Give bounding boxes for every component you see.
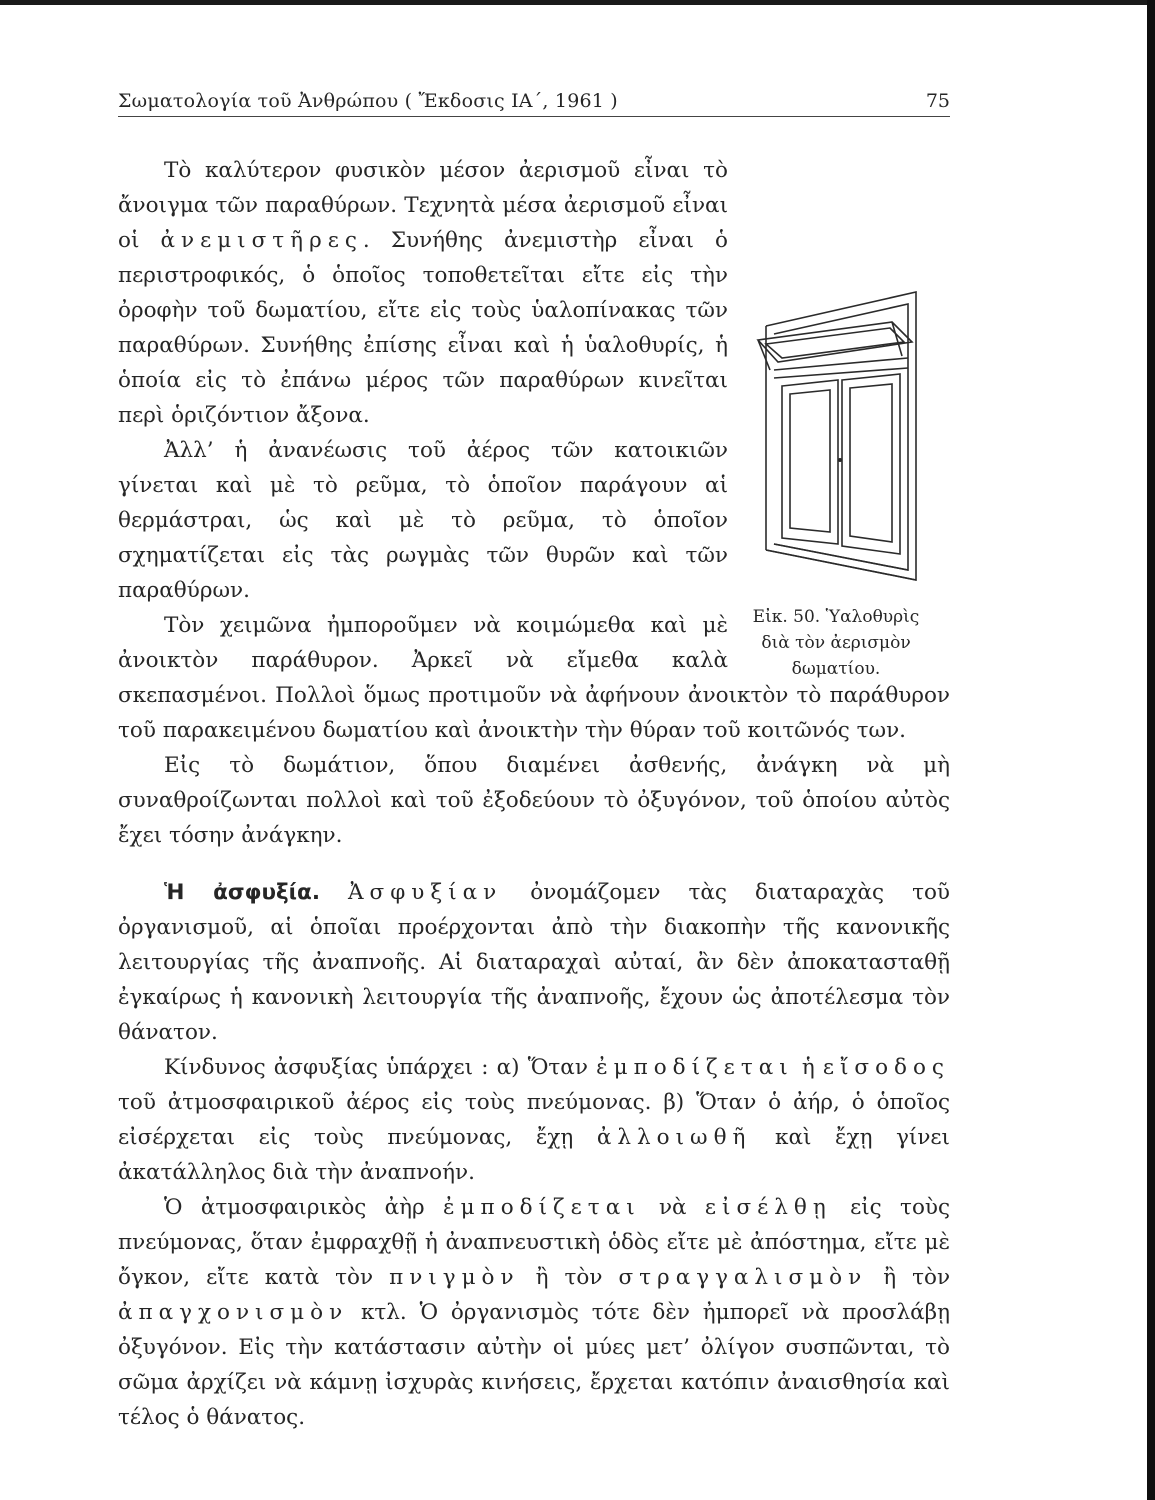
text-run: κτλ. Ὁ ὀργανισμὸς τότε δὲν ἠμπορεῖ νὰ προσλάβῃ ὀξυγόνον. Εἰς τὴν κατάστασιν αὐτὴν οἱ μύες μετ’ ὀλίγον συσπῶνται, τὸ σῶμα ἀρχίζει νὰ κάμνῃ ἰσχυρὰς κινήσεις, ἔρχεται κατόπιν ἀναισθησία καὶ τέλος ὁ θάνατος. [118, 1300, 950, 1430]
spaced-term: εἰσέλθῃ [704, 1195, 832, 1220]
paragraph-asphyxia-danger [118, 1050, 950, 1190]
page-number: 75 [925, 90, 950, 112]
scan-top-edge [0, 0, 1155, 5]
caption-line: διὰ τὸν ἀερισμὸν [761, 633, 911, 653]
spaced-term: ἐμποδίζεται [596, 1055, 794, 1080]
spaced-term: πνιγμὸν [389, 1265, 520, 1290]
scan-right-edge [1147, 0, 1155, 1500]
spaced-term: ἀπαγχονισμὸν [118, 1300, 349, 1325]
spaced-term: στραγγαλισμὸν [618, 1265, 868, 1290]
window-handle [838, 458, 842, 462]
text-run: ἢ τὸν [519, 1265, 619, 1290]
running-title: Σωματολογία τοῦ Ἀνθρώπου ( Ἔκδοσις ΙΑ΄, 1961 ) [118, 90, 618, 112]
text-run: νὰ [640, 1195, 705, 1220]
text-run: καὶ ἔχῃ γίνει ἀκατάλληλος διὰ τὴν ἀναπνοήν. [118, 1125, 950, 1185]
spaced-term-fans: ἀνεμιστῆρες [160, 228, 363, 253]
text-run: τοῦ ἀτμοσφαιρικοῦ ἀέρος εἰς τοὺς πνεύμονας. β) Ὅταν ὁ ἀήρ, ὁ ὁποῖος εἰσέρχεται εἰς τοὺς πνεύμονας, ἔχῃ [118, 1090, 950, 1150]
spaced-term: ἐμποδίζεται [443, 1195, 641, 1220]
figure-caption [716, 604, 956, 682]
spaced-term: εἴσοδος [822, 1055, 950, 1080]
text-run [320, 880, 348, 905]
text-run: Τὸ καλύτερον φυσικὸν μέσον ἀερισμοῦ εἶναι τὸ ἄνοιγμα τῶν παραθύρων. Τεχνητὰ μέσα ἀερισμοῦ εἶναι οἱ [118, 158, 728, 253]
paragraph-sick-room: Εἰς τὸ δωμάτιον, ὅπου διαμένει ἀσθενής, ἀνάγκη νὰ μὴ συναθροίζωνται πολλοὶ καὶ τοῦ ἐξοδεύουν τὸ ὀξυγόνον, τοῦ ὁποίου αὐτὸς ἔχει τόσην ἀνάγκην. [118, 753, 950, 848]
figure-window [742, 282, 950, 592]
text-run: εἰς τοὺς πνεύμονας, ὅταν ἐμφραχθῇ ἡ ἀναπνευστικὴ ὁδὸς εἴτε μὲ ἀπόστημα, εἴτε μὲ ὄγκον, εἴτε κατὰ τὸν [118, 1195, 951, 1290]
paragraph-obstruction [118, 1190, 950, 1435]
caption-line: δωματίου. [791, 659, 881, 679]
text-run: ὀνομάζομεν τὰς διαταραχὰς τοῦ ὀργανισμοῦ, αἱ ὁποῖαι προέρχονται ἀπὸ τὴν διακοπὴν τῆς κανονικῆς λειτουργίας τῆς ἀναπνοῆς. Αἱ διαταραχαὶ αὐταί, ἂν δὲν ἀποκατασταθῇ ἐγκαίρως ἡ κανονικὴ λειτουργία τῆς ἀναπνοῆς, ἔχουν ὡς ἀποτέλεσμα τὸν θάνατον. [118, 880, 950, 1045]
text-run: Κίνδυνος ἀσφυξίας ὑπάρχει : α) Ὅταν [164, 1055, 597, 1080]
section-heading-asphyxia: Ἡ ἀσφυξία. [164, 880, 320, 905]
text-run: ἢ τὸν [867, 1265, 951, 1290]
running-header [118, 90, 950, 117]
casement-window-with-transom-icon [742, 282, 950, 592]
paragraph-asphyxia-definition [118, 875, 950, 1050]
text-run: ἡ [793, 1055, 823, 1080]
spaced-term-asphyxia: Ἀσφυξίαν [348, 880, 503, 905]
text-run: Ὁ ἀτμοσφαιρικὸς ἀὴρ [164, 1195, 444, 1220]
text-run: . Συνήθης ἀνεμιστὴρ εἶναι ὁ περιστροφικός, ὁ ὁποῖος τοποθετεῖται εἴτε εἰς τὴν ὀροφὴν τοῦ δωματίου, εἴτε εἰς τοὺς ὑαλοπίνακας τῶν παραθύρων. Συνήθης ἐπίσης εἶναι καὶ ἡ ὑαλοθυρίς, ἡ ὁποία εἰς τὸ ἐπάνω μέρος τῶν παραθύρων κινεῖται περὶ ὁριζόντιον ἄξονα. [118, 228, 728, 428]
caption-line: Εἰκ. 50. Ὑαλοθυρὶς [752, 607, 920, 627]
paragraph-air-renewal: Ἀλλ’ ἡ ἀνανέωσις τοῦ ἀέρος τῶν κατοικιῶν γίνεται καὶ μὲ τὸ ρεῦμα, τὸ ὁποῖον παράγουν αἱ θερμάστραι, ὡς καὶ μὲ τὸ ρεῦμα, τὸ ὁποῖον σχηματίζεται εἰς τὰς ρωγμὰς τῶν θυρῶν καὶ τῶν παραθύρων. [118, 438, 728, 603]
paragraph-winter-sleep: Τὸν χειμῶνα ἠμποροῦμεν νὰ κοιμώμεθα καὶ μὲ ἀνοικτὸν παράθυρον. Ἀρκεῖ νὰ εἴμεθα καλὰ σκεπασμένοι. Πολλοὶ ὅμως προτιμοῦν νὰ ἀφήνουν ἀνοικτὸν τὸ παράθυρον τοῦ παρακειμένου δωματίου καὶ ἀνοικτὴν τὴν θύραν τοῦ κοιτῶνός των. [118, 613, 950, 743]
spaced-term: ἀλλοιωθῆ [596, 1125, 752, 1150]
